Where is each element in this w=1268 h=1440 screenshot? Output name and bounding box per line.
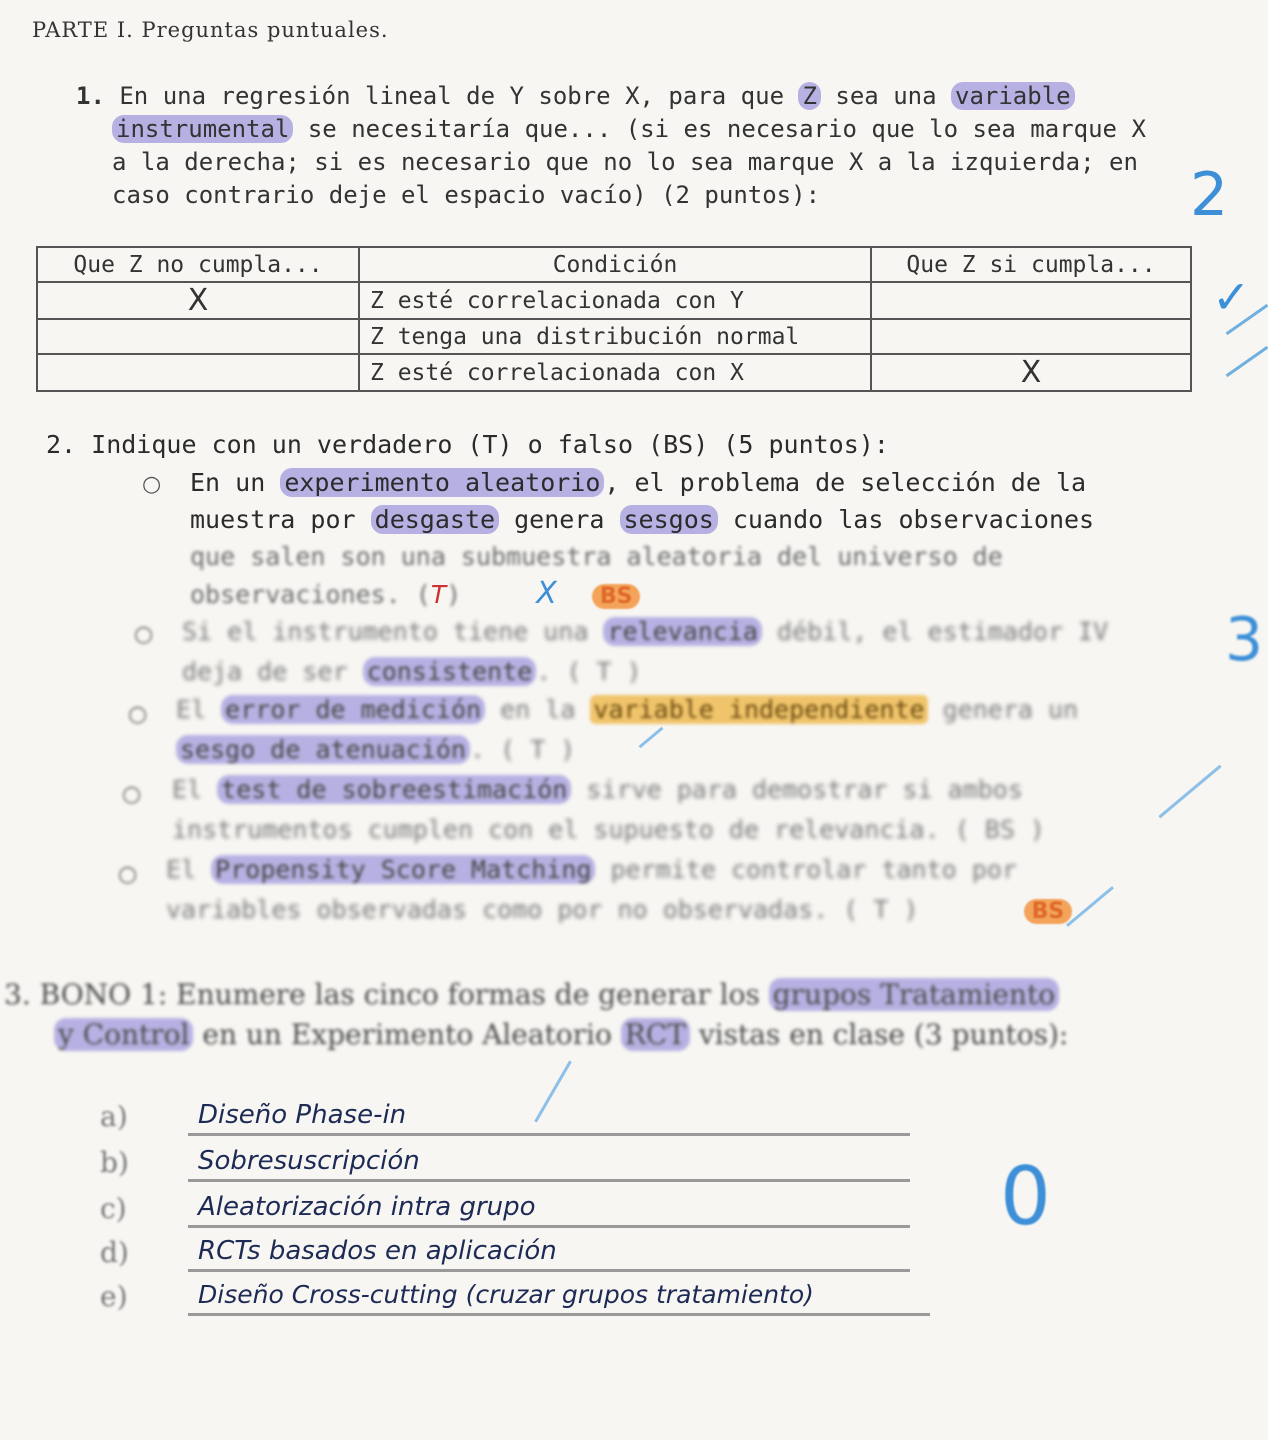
check-mark-icon: ✓ [1212, 270, 1251, 324]
table-cell-condition: Z tenga una distribución normal [359, 319, 871, 354]
q2-s1-highlight: experimento aleatorio [280, 468, 604, 497]
q3-highlight: grupos Tratamiento [769, 978, 1059, 1011]
q2-s2-highlight: relevancia [603, 617, 762, 646]
q2-s1-text: En un [190, 468, 266, 497]
q1-highlight-instrumental: instrumental [112, 115, 293, 143]
q2-s2-highlight: consistente [363, 657, 537, 686]
table-header: Que Z no cumpla... [37, 247, 359, 282]
q3-score: 0 [1000, 1150, 1051, 1243]
q2-s4-text: El [172, 775, 203, 804]
bullet-icon: ○ [134, 622, 154, 647]
q2-s1-highlight: sesgos [620, 505, 718, 534]
answer-line [188, 1269, 910, 1272]
table-cell-right[interactable] [871, 282, 1191, 319]
q2-s3-highlight: error de medición [221, 695, 485, 724]
slash-mark-icon [1226, 346, 1268, 377]
q2-s2-text: deja de ser [182, 657, 348, 686]
table-cell-right[interactable] [871, 319, 1191, 354]
q2-s1-text: observaciones. ( [190, 580, 431, 609]
q2-s4-text: sirve para demostrar si ambos [586, 775, 1023, 804]
answer-row[interactable] [100, 1146, 1000, 1186]
answer-letter: c) [100, 1192, 127, 1225]
conditions-table [36, 246, 1192, 392]
question-2-title: 2. Indique con un verdadero (T) o falso (BS) (5 puntos): [46, 430, 889, 459]
table-cell-left[interactable] [37, 319, 359, 354]
q2-s3-text: en la [500, 695, 576, 724]
q2-s1-text: muestra por [190, 505, 356, 534]
answer-letter: e) [100, 1280, 128, 1313]
bullet-icon: ○ [122, 782, 142, 807]
q2-s5-highlight: Propensity Score Matching [211, 855, 595, 884]
table-cell-condition: Z esté correlacionada con X [359, 354, 871, 391]
answer-text[interactable]: Sobresuscripción [198, 1146, 420, 1176]
q2-s1-text: genera [514, 505, 605, 534]
bullet-icon: ○ [142, 472, 162, 497]
q2-s1-answer[interactable]: T [430, 580, 447, 609]
q2-score: 3 [1225, 605, 1264, 675]
table-header: Condición [359, 247, 871, 282]
q3-text: 3. BONO 1: Enumere las cinco formas de generar los [4, 978, 760, 1011]
q2-s3-highlight: sesgo de atenuación [176, 735, 470, 764]
answer-line [188, 1225, 910, 1228]
q2-s5-text: permite controlar tanto por [610, 855, 1017, 884]
table-row [37, 354, 1191, 391]
q2-s1-highlight: desgaste [371, 505, 499, 534]
q2-s5-correction-badge: BS [1024, 899, 1073, 924]
table-row [37, 319, 1191, 354]
q1-highlight-variable: variable [951, 82, 1075, 110]
q2-s5-text: variables observadas como por no observadas. ( T ) [166, 895, 919, 924]
bullet-icon: ○ [128, 702, 148, 727]
part-title: PARTE I. Preguntas puntuales. [32, 18, 389, 42]
q2-s1-text: cuando las observaciones [732, 505, 1095, 534]
q2-s2-text: débil, el estimador IV [777, 617, 1109, 646]
answer-text[interactable]: Diseño Phase-in [198, 1100, 407, 1130]
q1-number: 1. [76, 82, 105, 110]
q1-text-line4: caso contrario deje el espacio vacío) (2 puntos): [112, 181, 821, 209]
q2-s3-text: . ( T ) [469, 735, 576, 764]
q1-text-mid: sea una [835, 82, 937, 110]
table-cell-left[interactable]: X [37, 282, 359, 319]
q2-statement-1 [190, 464, 1180, 615]
table-cell-right[interactable]: X [871, 354, 1191, 391]
q2-s3-highlight-yellow: variable independiente [590, 695, 927, 724]
q1-text-line2: se necesitaría que... (si es necesario que lo sea marque X [307, 115, 1146, 143]
answer-row[interactable] [100, 1192, 1000, 1232]
q2-statement-4 [172, 770, 1172, 850]
q2-s3-text: genera un [942, 695, 1079, 724]
q2-s2-text: Si el instrumento tiene una [182, 617, 589, 646]
q1-highlight-z: Z [798, 82, 820, 110]
question-3 [4, 975, 1254, 1055]
question-1 [76, 80, 1186, 212]
q2-s1-text: , el problema de selección de la [604, 468, 1087, 497]
table-cell-left[interactable] [37, 354, 359, 391]
q2-s4-text: instrumentos cumplen con el supuesto de relevancia. ( BS ) [172, 815, 1045, 844]
q2-s1-text: que salen son una submuestra aleatoria del universo de [190, 542, 1003, 571]
answer-line [188, 1179, 910, 1182]
q1-text-pre: En una regresión lineal de Y sobre X, para que [119, 82, 785, 110]
answer-row[interactable] [100, 1100, 1000, 1140]
table-header: Que Z si cumpla... [871, 247, 1191, 282]
q1-score: 2 [1190, 160, 1229, 230]
q2-statement-2 [182, 612, 1162, 692]
answer-line [188, 1313, 930, 1316]
q2-s5-text: El [166, 855, 197, 884]
answer-row[interactable] [100, 1236, 1000, 1276]
answer-letter: d) [100, 1236, 129, 1269]
q3-text: vistas en clase (3 puntos): [698, 1018, 1069, 1051]
table-header-row [37, 247, 1191, 282]
answer-text[interactable]: Aleatorización intra grupo [198, 1192, 536, 1222]
table-row [37, 282, 1191, 319]
answer-line [188, 1133, 910, 1136]
table-cell-condition: Z esté correlacionada con Y [359, 282, 871, 319]
q2-statement-3 [176, 690, 1176, 770]
q2-s4-highlight: test de sobreestimación [217, 775, 571, 804]
q2-s2-text: . ( T ) [536, 657, 642, 686]
answer-text[interactable]: Diseño Cross-cutting (cruzar grupos tratamiento) [198, 1280, 814, 1309]
answer-letter: a) [100, 1100, 128, 1133]
answer-row[interactable] [100, 1280, 1020, 1320]
answer-text[interactable]: RCTs basados en aplicación [198, 1236, 557, 1266]
bullet-icon: ○ [118, 862, 138, 887]
q2-s1-text: ) [446, 580, 462, 609]
q1-text-line3: a la derecha; si es necesario que no lo sea marque X a la izquierda; en [112, 148, 1138, 176]
q2-s3-text: El [176, 695, 207, 724]
q3-text: en un Experimento Aleatorio [202, 1018, 612, 1051]
q2-statement-5 [166, 850, 1206, 932]
answer-letter: b) [100, 1146, 129, 1179]
q3-highlight: RCT [621, 1018, 690, 1051]
q2-s1-correction-badge: BS [592, 584, 641, 609]
q2-s1-grade-mark: X [536, 576, 557, 611]
q3-highlight: y Control [54, 1018, 193, 1051]
